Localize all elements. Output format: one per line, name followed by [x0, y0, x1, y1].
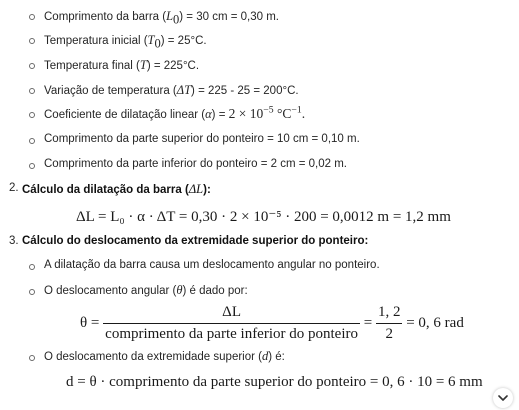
alpha-base: 2 × 10 — [228, 106, 264, 121]
symbol: L — [166, 9, 174, 23]
list-item — [44, 58, 199, 73]
alpha-unit: °C — [273, 106, 292, 121]
bullet-icon — [29, 289, 35, 295]
bullet-icon — [29, 63, 35, 69]
item-value: ) = 225°C. — [146, 60, 200, 72]
heading-end: ): — [203, 184, 211, 196]
scroll-down-button[interactable] — [493, 388, 513, 408]
item-value: ) = 225 - 25 = 200°C. — [191, 85, 299, 97]
equals: = — [363, 314, 373, 331]
bullet-icon — [29, 112, 35, 118]
denominator: comprimento da parte inferior do ponteiro — [103, 323, 360, 343]
numerator: 1, 2 — [377, 304, 401, 320]
fraction — [103, 304, 360, 343]
list-item — [44, 133, 360, 145]
symbol: ΔT — [176, 83, 192, 97]
item-label: O deslocamento angular ( — [44, 285, 177, 297]
displacement-equation: d = θ · comprimento da parte superior do ponteiro = 0, 6 · 10 = 6 mm — [66, 374, 483, 390]
item-end: ) é: — [268, 351, 285, 363]
bullet-icon — [29, 264, 35, 270]
bullet-icon — [29, 88, 35, 94]
subscript: 0 — [173, 12, 180, 27]
fraction — [376, 304, 403, 343]
list-item — [44, 33, 207, 51]
alpha-exponent: −5 — [263, 104, 274, 116]
step-2-heading — [22, 182, 211, 197]
item-value: ) = — [211, 109, 229, 121]
item-label: Variação de temperatura ( — [44, 85, 177, 97]
alpha-value — [229, 106, 305, 121]
symbol: α — [205, 107, 212, 121]
item-label: Temperatura final ( — [44, 60, 140, 72]
bullet-icon — [29, 14, 35, 20]
list-item — [44, 106, 305, 122]
chevron-down-icon — [498, 394, 508, 402]
list-item — [44, 158, 347, 170]
symbol: T — [147, 33, 155, 47]
theta-equation — [80, 304, 464, 343]
dilation-equation: ΔL = L₀ · α · ΔT = 0,30 · 2 × 10⁻⁵ · 200 = 0,0012 m = 1,2 mm — [76, 209, 451, 225]
bullet-icon — [29, 163, 35, 169]
unit-exponent: −1 — [291, 104, 302, 116]
item-label: Comprimento da barra ( — [44, 11, 167, 23]
item-end: ) é dado por: — [182, 285, 248, 297]
item-label: Comprimento da parte inferior do ponteiro = 2 cm = 0,02 m. — [44, 158, 347, 170]
bullet-icon — [29, 355, 35, 361]
bullet-icon — [29, 138, 35, 144]
list-item — [44, 9, 279, 27]
symbol: d — [261, 349, 269, 363]
item-label: Coeficiente de dilatação linear ( — [44, 109, 206, 121]
item-value: ) = 30 cm = 0,30 m. — [179, 11, 279, 23]
bullet-icon — [29, 38, 35, 44]
list-item — [44, 83, 299, 98]
list-item — [44, 283, 248, 298]
symbol: θ — [176, 283, 183, 297]
step-number: 2. — [9, 182, 19, 194]
step-3-heading: Cálculo do deslocamento da extremidade superior do ponteiro: — [22, 235, 369, 247]
item-label: O deslocamento da extremidade superior ( — [44, 351, 262, 363]
item-label: Temperatura inicial ( — [44, 35, 148, 47]
item-label: Comprimento da parte superior do ponteiro = 10 cm = 0,10 m. — [44, 133, 360, 145]
symbol: ΔL — [188, 182, 204, 196]
alpha-end: . — [301, 106, 306, 121]
equation-rhs: = 0, 6 rad — [406, 314, 464, 331]
denominator: 2 — [376, 323, 403, 343]
item-value: ) = 25°C. — [160, 35, 207, 47]
equation-lhs: θ = — [80, 314, 100, 331]
list-item: A dilatação da barra causa um deslocamento angular no ponteiro. — [44, 259, 380, 271]
step-number: 3. — [9, 235, 19, 247]
heading-text: Cálculo da dilatação da barra ( — [22, 184, 189, 196]
numerator: ΔL — [222, 304, 241, 320]
symbol: T — [139, 58, 147, 72]
list-item — [44, 349, 285, 364]
subscript: 0 — [154, 36, 161, 51]
